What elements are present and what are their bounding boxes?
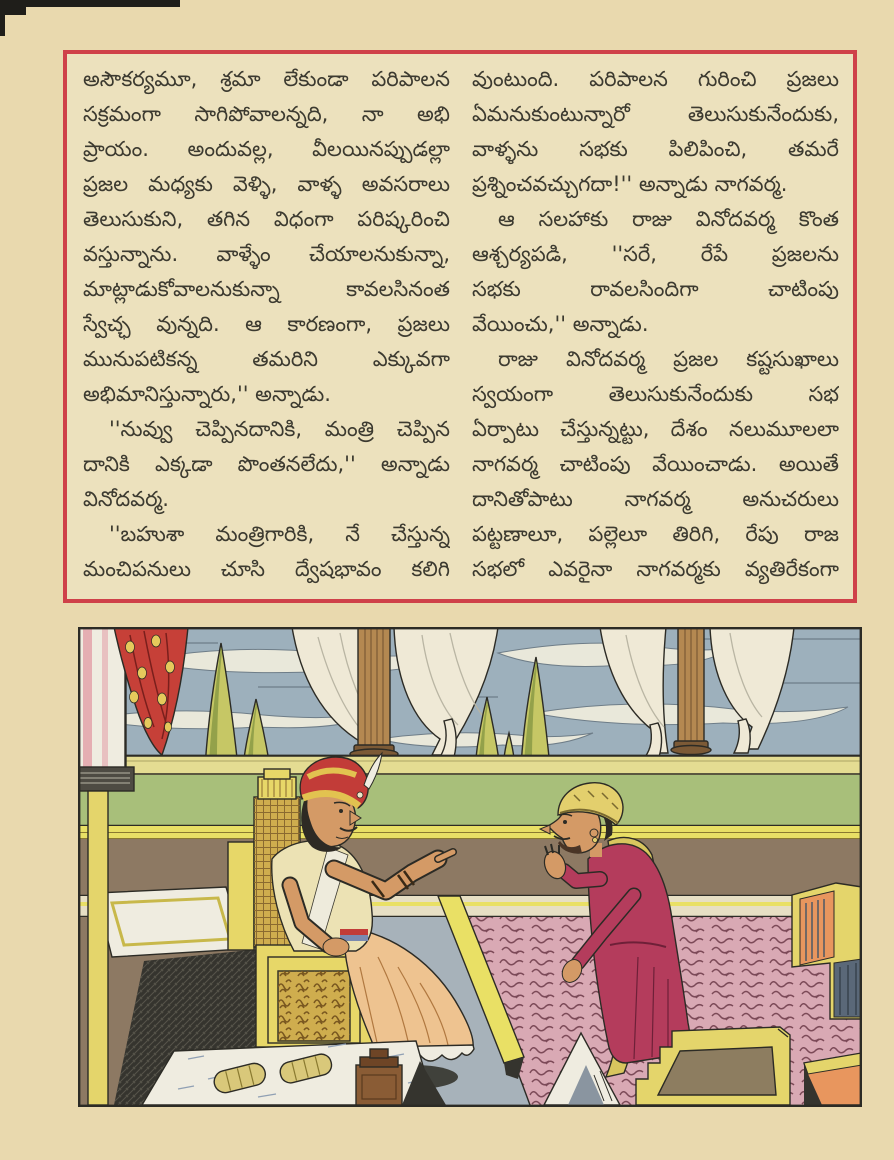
story-line: ప్రశ్నించవచ్చుగదా!'' అన్నాడు నాగవర్మ.: [472, 172, 788, 196]
casket: [356, 1049, 402, 1105]
story-line: సక్రమంగా సాగిపోవాలన్నది, నా అభి: [83, 102, 450, 126]
story-line: ఆ సలహాకు రాజు వినోదవర్మ కొంత: [498, 207, 839, 231]
story-text-panel: [63, 50, 857, 603]
side-table: [142, 1041, 446, 1105]
story-line: వేయించు,'' అన్నాడు.: [472, 312, 649, 336]
story-line: మాట్లాడుకోవాలనుకున్నా కావలసినంత: [83, 277, 450, 301]
story-line: పట్టణాలూ, పల్లెలూ తిరిగి, రేపు రాజ: [472, 522, 839, 546]
story-line: అభిమానిస్తున్నారు,'' అన్నాడు.: [83, 382, 331, 406]
story-line: దానితోపాటు నాగవర్మ అనుచరులు: [472, 487, 839, 511]
palace-scene: [78, 627, 862, 1107]
story-line: స్వేచ్ఛ వున్నది. ఆ కారణంగా, ప్రజలు: [83, 312, 450, 336]
story-line: మంచిపనులు చూసి ద్వేషభావం కలిగి: [83, 557, 450, 581]
story-line: రాజు వినోదవర్మ ప్రజల కష్టసుఖాలు: [498, 347, 839, 371]
story-line: సభకు రావలసిందిగా చాటింపు: [472, 277, 839, 301]
text-column-left: [83, 62, 450, 587]
story-line: ''బహుశా మంత్రిగారికి, నే చేస్తున్న: [109, 522, 450, 546]
story-line: అసౌకర్యమూ, శ్రమా లేకుండా పరిపాలన: [83, 67, 450, 91]
story-line: వినోదవర్మ.: [83, 487, 169, 511]
story-line: వస్తున్నాను. వాళ్ళేం చేయాలనుకున్నా,: [83, 242, 450, 266]
story-line: వాళ్ళను సభకు పిలిపించి, తమరే: [472, 137, 839, 161]
story-line: ఏమనుకుంటున్నారో తెలుసుకునేందుకు,: [472, 102, 839, 126]
story-line: ఆశ్చర్యపడి, ''సరే, రేపే ప్రజలను: [472, 242, 839, 266]
story-line: వుంటుంది. పరిపాలన గురించి ప్రజలు: [472, 67, 839, 91]
story-line: ''నువ్వు చెప్పినదానికి, మంత్రి చెప్పిన: [109, 417, 450, 441]
story-line: ప్రజల మధ్యకు వెళ్ళి, వాళ్ళ అవసరాలు: [83, 172, 450, 196]
page-edge-artifact: [0, 0, 180, 7]
story-line: తెలుసుకుని, తగిన విధంగా పరిష్కరించి: [83, 207, 450, 231]
story-line: ప్రాయం. అందువల్ల, వీలయినప్పుడల్లా: [83, 137, 450, 161]
story-line: మునుపటికన్న తమరిని ఎక్కువగా: [83, 347, 450, 371]
page-edge-artifact: [0, 0, 5, 36]
story-line: ఏర్పాటు చేస్తున్నట్టు, దేశం నలుమూలలా: [472, 417, 839, 441]
story-line: సభలో ఎవరైనా నాగవర్మకు వ్యతిరేకంగా: [472, 557, 839, 581]
text-column-right: [472, 62, 839, 587]
story-line: దానికి ఎక్కడా పొంతనలేదు,'' అన్నాడు: [83, 452, 450, 476]
story-line: నాగవర్మ చాటింపు వేయించాడు. అయితే: [472, 452, 839, 476]
story-line: స్వయంగా తెలుసుకునేందుకు సభ: [472, 382, 839, 406]
illustration-panel: [78, 627, 862, 1107]
